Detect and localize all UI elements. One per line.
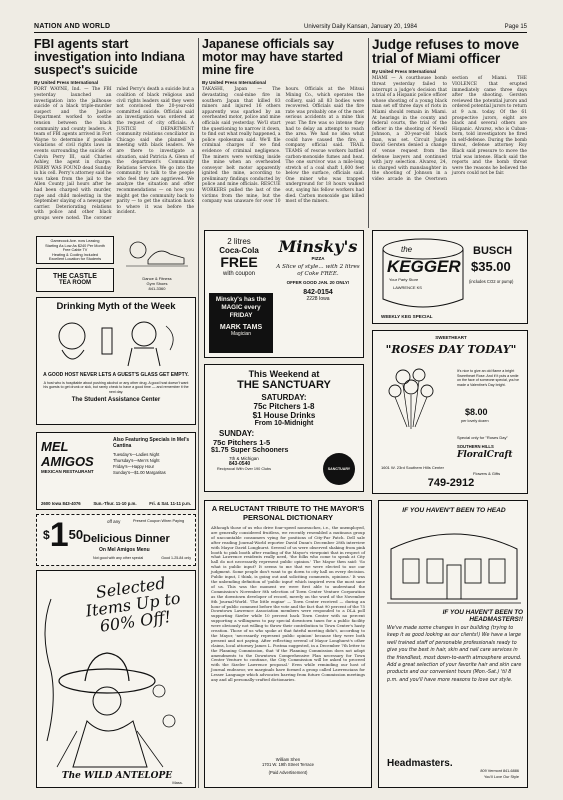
article-mine-fire	[202, 38, 364, 224]
ad-location: LAWRENCE KS	[393, 285, 422, 290]
ad-hours: Sun.-Thur. 11-10 p.m.	[93, 501, 137, 506]
ad-gamecock	[36, 236, 114, 264]
article-body: FORT WAYNE, Ind. — The FBI yesterday launched an investigation into the jailhouse suicide of a black triple-murder suspect and the Justice Department worked to soothe tension between the black community and county leaders. A team of FBI agents arrived in Fort Wayne to determine if possible violations of civil rights laws in events surrounding the suicide of Calvin Perry III, said Charles Ashley, the agent in charge. PERRY WAS FOUND dead Sunday in his cell. Perry's attorney said he was taken from the jail to the Allen County jail hours after he had been charged with murder, rape and child molesting in the September slaying of a newspaper carrier. Deteriorating relations with police and other black groups were noted. The coroner ruled Perry's death a suicide but a coalition of black religious and civil rights leaders said they were not convinced the 20-year-old committed suicide. Officials said an investigation was ordered at the request of city officials. A JUSTICE DEPARTMENT community relations conciliator in Chicago said she planned a meeting with black leaders. We are there to investigate a situation, said Patricia A. Glenn of the department's Community Relations Service. We go into the community to talk to the people who feel they are aggrieved. We analyze the situation and offer recommendations — on how you might get the community back to parity — to get the situation back to where it was before the incident.	[34, 87, 194, 222]
ad-headmasters	[378, 500, 528, 788]
ad-intro: This Weekend at	[248, 369, 320, 379]
ad-logo: Minsky's	[278, 237, 358, 256]
ad-signature: William Shen	[275, 757, 301, 762]
ad-address: 7th & Michigan	[229, 456, 259, 461]
ad-special-note: Special only for "Roses Day"	[457, 435, 508, 440]
ad-signature-address: 1701 W. 19th Street Terrace	[261, 762, 315, 767]
ad-special: From 10-Midnight	[254, 420, 314, 427]
ad-title: Drinking Myth of the Week	[56, 301, 176, 312]
ad-drinking-myth	[36, 297, 196, 425]
ad-title: A RELUCTANT TRIBUTE TO THE MAYOR'S PERSONAL DICTIONARY	[211, 504, 365, 522]
ad-address: 2600 Iowa 843-4076	[41, 501, 81, 506]
ad-line: 2 litres	[227, 237, 251, 246]
ad-tagline: Your Party Store	[389, 277, 419, 282]
ad-footer: The Student Assistance Center	[71, 397, 161, 404]
cartoon-host-icon	[42, 314, 190, 370]
ad-line: with coupon	[222, 271, 256, 277]
ad-special: $1 House Drinks	[252, 411, 316, 420]
coupon-instructions: Present Coupon When Paying	[133, 519, 185, 523]
ad-body: We've made some changes in our building (trying to keep it as good looking as our clients!) We have a large well trained staff of personable professionals ready to give you the best in hair, skin and nail care services in the friendliest, most down-to-earth atmosphere around. Add a great selection of your favorite hair and skin care products and our convenient hours (Mon.-Sat.) 'til 8 p.m. and you'll have more reasons to love our style.	[387, 626, 522, 683]
article-headline: Judge refuses to move trial of Miami officer	[372, 37, 520, 67]
special-item: Sunday's—$1.00 Margaritas	[113, 470, 166, 475]
ad-title: IF YOU HAVEN'T BEEN TO HEADMASTERS!!	[442, 609, 523, 623]
ad-subtitle: Flowers & Gifts	[473, 471, 501, 476]
ad-price: $35.00	[471, 259, 511, 274]
ad-address: 1601 W. 23rd Southern Hills Center	[381, 465, 444, 470]
ad-paid-notice: (Paid Advertisement)	[268, 770, 308, 775]
ad-free-label: FREE	[220, 254, 258, 270]
ad-mel-amigos	[36, 432, 196, 510]
article-byline: By United Press International	[34, 80, 99, 86]
ad-heading: Also Featuring Specials in Mel's Cantina	[113, 437, 190, 449]
ad-note: It's nice to give an old flame a bright Sweetheart Rose. And if it puts a smile on the face of someone special, you've made a Valentine's Day bright.	[457, 369, 520, 387]
ad-footer: WEEKLY KEG SPECIAL	[381, 314, 433, 319]
ad-logo-sub: MEXICAN RESTAURANT	[41, 469, 94, 474]
article-body: MIAMI — A courthouse bomb threat yesterday failed to interrupt a judge's decision that a trial of a Hispanic police officer whose shooting of a young black man set off three days of riots in Miami should remain in Miami. At hearings in the county and federal courts, the trial of the officer in the shooting of Nevell Johnson, a 20-year-old black man, was set. Circuit Judge David Gersten denied a change of venue request from the defense lawyers and continued with jury selection. Alvarez, 24, is charged with manslaughter in the shooting of Johnson in a video arcade in the Overtown section of Miami. THE VIOLENCE that erupted immediately came three days after the shooting. Gersten reviewed the potential jurors and ordered potential jurors to return at 9 a.m. today. Of the 61 prospective jurors, eight are black and several others are Hispanic. Alvarez, who is Cuban-born, told investigators he fired in self-defense. During the bomb threat, defense attorney Roy Black said pressure to move the trial was intense. Black said the reports and the bomb threat were the reasons he believed the jurors could not be fair.	[372, 76, 527, 183]
ad-line: Heating & Cooling Included	[51, 252, 98, 257]
ad-day: SUNDAY:	[219, 429, 255, 438]
ad-fine-print: A host who is hospitable about pushing alcohol or any other drug. A good host doesn't want his guests to get drunk or sick, but rarely check to have a good time — and remember it the next day.	[43, 381, 189, 394]
ad-title: "ROSES DAY TODAY"	[385, 343, 517, 356]
coupon-title: Delicious Dinner	[83, 533, 170, 545]
page-number: Page 15	[504, 24, 527, 30]
ad-body: Although those of us who drive four-speed nonesuches, i.e., the unemployed, are generally considered fruitless, we recently resembled a mutinous group of uncountable consumers vying for positions of City-Par Patch. Dell sale after reading Journal-World reporter David Dunn's December 28th interview with Mayor David Longhurst. Several of us were observed shaking from pink booth to pink booth after reading of the Mayor's viewpoint that in respect of what Lawrence residents really need, 'the folks who come to speak at City hall do not necessarily represent public opinion.' The Mayor then said: 'So what is public input? It seems to me that we were elected to use our judgment. Some people don't want to go down to city hall on every decision. Public input, I think, is going out and soliciting comments, opinions.' It was the unbending definition of 'public input' which inspired even the most sane of us. This was the moment we were first able to understand the Commission's November 8th selection of Town Center Venture Corporation as the downtown developer of record, merely on the word of the November 8th Journal-World. 'The little engine' — Town Center received — during an hour of public comment before the vote and the fact that 90 percent of the 75 Downtown Lawrence Association members were responded to a DLA poll supporting Sizeler while 10 percent back Town Center with no percent supporting a willingness to pay special downtown taxes for a public facility were obviously not willing to throw their contribution to Town Center's hasty creation. Those of us who spoke at that fateful meeting didn't, according to the Mayor, 'necessarily represent public opinion' because they were both present and not paying. After reflecting several of Mayor Longhurst's other claims, local attorney James L. Postma suggested, in a December 7th letter to the Planning Commission, that 'if the Planning Commission does not adopt amendments to the Downtown Comprehensive Plan necessary for Town Center Venture to continue, the City Commission will be asked to proceed with the Sizeler Lawrence proposal.' Even while reminding our host of Journal endeavor, we marginals have formed a group called Lawrencians for Lesser Language which advocates barring from future Commission meetings any and all personally-crafted dictionaries.	[211, 525, 365, 683]
ad-subtitle: TEA ROOM	[58, 280, 92, 286]
ad-special: 75c Pitchers 1-8	[253, 402, 315, 411]
woman-with-hat-illustration-icon	[37, 571, 197, 789]
ad-brand: BUSCH	[473, 245, 513, 257]
coupon-fine-print: Not good with any other special	[93, 556, 144, 560]
ad-address: 2228 Iowa	[306, 296, 330, 303]
sneaker-illustration-icon	[118, 236, 196, 272]
ad-offer: OFFER GOOD JAN. 20 ONLY!	[286, 280, 350, 286]
ad-logo: Headmasters.	[387, 758, 453, 769]
special-item: Thursday's—Men's Night	[113, 458, 160, 463]
ad-promo: Minsky's has the MAGIC every FRIDAY	[215, 296, 267, 320]
column-rule	[368, 38, 369, 228]
ad-tagline: You'll Love Our Style	[484, 775, 519, 779]
ad-line: Coca-Cola	[219, 246, 259, 255]
ad-phone: 842-0154	[303, 289, 333, 297]
ad-kegger	[372, 230, 528, 324]
ad-store-name: The WILD ANTELOPE	[61, 771, 173, 781]
ad-line: Free Cable TV	[62, 248, 88, 253]
sanctuary-logo-icon: SANCTUARY	[323, 453, 355, 485]
article-byline: By United Press International	[202, 80, 267, 86]
ad-dinner-coupon[interactable]: $^{\$}1^{50}$ off any Present Coupon When Paying Delicious Dinner On Mel Amigos Menu Not good with any other special Good 1-25-84 only	[36, 514, 196, 566]
ad-tagline: Mass.	[172, 780, 183, 785]
ad-sanctuary	[204, 364, 364, 492]
ad-body: A GOOD HOST NEVER LETS A GUEST'S GLASS GET EMPTY.	[43, 372, 189, 378]
ad-shop-logo: FloralCraft	[457, 450, 513, 460]
ad-phone: 749-2912	[427, 477, 475, 489]
ad-special: $1.75 Super Schooners	[211, 447, 289, 454]
special-item: Friday's—Happy Hour	[113, 464, 155, 469]
coupon-dollars: 1	[49, 516, 69, 554]
building-illustration-icon	[385, 519, 523, 605]
ad-day: SATURDAY:	[261, 393, 307, 402]
ad-gym-shoes	[118, 236, 196, 291]
ad-line: Dance & Fitness	[142, 276, 172, 281]
ad-phone: 843-0540	[229, 461, 251, 467]
ad-logo-the: the	[401, 245, 413, 254]
ad-address: 809 Vermont 841-6886	[480, 769, 519, 773]
article-fbi	[34, 38, 194, 234]
ad-performer: MARK TAMS	[219, 323, 263, 331]
ad-line: Excellent Location for Students	[48, 257, 102, 262]
coupon-off: off any	[107, 519, 121, 524]
ad-shop-name: SOUTHERN HILLS	[457, 444, 494, 449]
page-header	[34, 22, 527, 33]
ad-logo: AMIGOS	[41, 454, 94, 469]
ad-title-top: IF YOU HAVEN'T BEEN TO HEAD	[402, 507, 506, 514]
ad-fine-print: Reciprocal With Over 190 Clubs	[217, 467, 272, 471]
ad-price-note: (includes CO2 or pump)	[469, 279, 514, 284]
ad-price: $8.00	[465, 407, 488, 417]
ad-special: 75c Pitchers 1-5	[213, 438, 271, 447]
article-byline: By United Press International	[372, 69, 437, 75]
ad-performer-title: Magician	[230, 330, 251, 337]
ad-wild-antelope	[36, 570, 196, 788]
article-miami-trial	[372, 38, 527, 224]
ad-minskys	[204, 230, 364, 358]
coupon-cents: 50	[68, 527, 84, 542]
ad-price-note: per lovely dozen	[461, 419, 489, 423]
ad-title: Selected Items Up to 60% Off!	[84, 573, 182, 636]
column-rule	[198, 38, 199, 788]
ad-line: Gamecock Ave. now Leasing	[50, 239, 100, 243]
ad-castle-tea-room	[36, 268, 114, 292]
ad-roses-day	[372, 330, 528, 494]
paper-dateline: University Daily Kansan, January 20, 1984	[304, 24, 418, 30]
article-body: TAKASHI, Japan — The devastating coal-mine fire in southern Japan that killed 83 miners and injured 16 others apparently was sparked by an overheated motor, police and mine officials said yesterday. We'll start the questioning to narrow it down, to find out what really happened, a police spokesman said. We'll file criminal charges if we find evidence of criminal negligence. The miners were working inside the mine when an overheated conveyor belt motor apparently ignited the mine, according to preliminary findings conducted by police and mine officials. RESCUE WORKERS pulled the last of the victims from the mine, but the company was unaware for over 10 hours. Officials at the Mitsui Mining Co., which operates the colliery, said all 83 bodies were recovered. Officials said the fire rate was probably one of the most serious accidents at a mine this year. The fire was so intense they had to delay an attempt to reach the area. We had no idea what could have caused the fire, a company official said. TRAIL TEAMS of rescue workers battled carbon-monoxide fumes and heat. The one survivor was a mile-long stretch of a coal shaft 1,600 feet below the surface, officials said. One miner who was trapped underground for 18 hours walked out, saying his fellow workers had died. Carbon monoxide gas killed most of the miners.	[202, 87, 364, 205]
article-headline: Japanese officials say motor may have started mine fire	[202, 37, 344, 78]
ad-kicker: SWEETHEART	[435, 335, 467, 340]
ad-reluctant-tribute	[204, 500, 372, 788]
coupon-expiration: Good 1-25-84 only	[161, 556, 191, 560]
roses-bouquet-icon	[381, 365, 443, 435]
coupon-subtitle: On Mel Amigos Menu	[99, 547, 150, 553]
ad-title: THE SANCTUARY	[237, 379, 331, 391]
ad-logo: KEGGER	[387, 257, 461, 276]
article-headline: FBI agents start investigation into Indiana suspect's suicide	[34, 37, 185, 78]
ad-line: 841-3360	[148, 286, 166, 291]
special-item: Tuesday's—Ladies Night	[113, 452, 160, 457]
ad-line: Starting As Low As $240 Per Month	[45, 243, 105, 248]
ad-hours: Fri. & Sat. 11-11 p.m.	[149, 501, 191, 506]
ad-line: Gym Shoes	[146, 281, 168, 286]
ad-logo: MEL	[41, 439, 69, 454]
ad-tagline: A Slice of style... with 2 litres of Coke FREE.	[276, 264, 360, 277]
section-title: NATION AND WORLD	[34, 23, 111, 30]
ad-logo-sub: PIZZA	[311, 256, 325, 261]
ad-title: THE CASTLE	[53, 273, 97, 280]
